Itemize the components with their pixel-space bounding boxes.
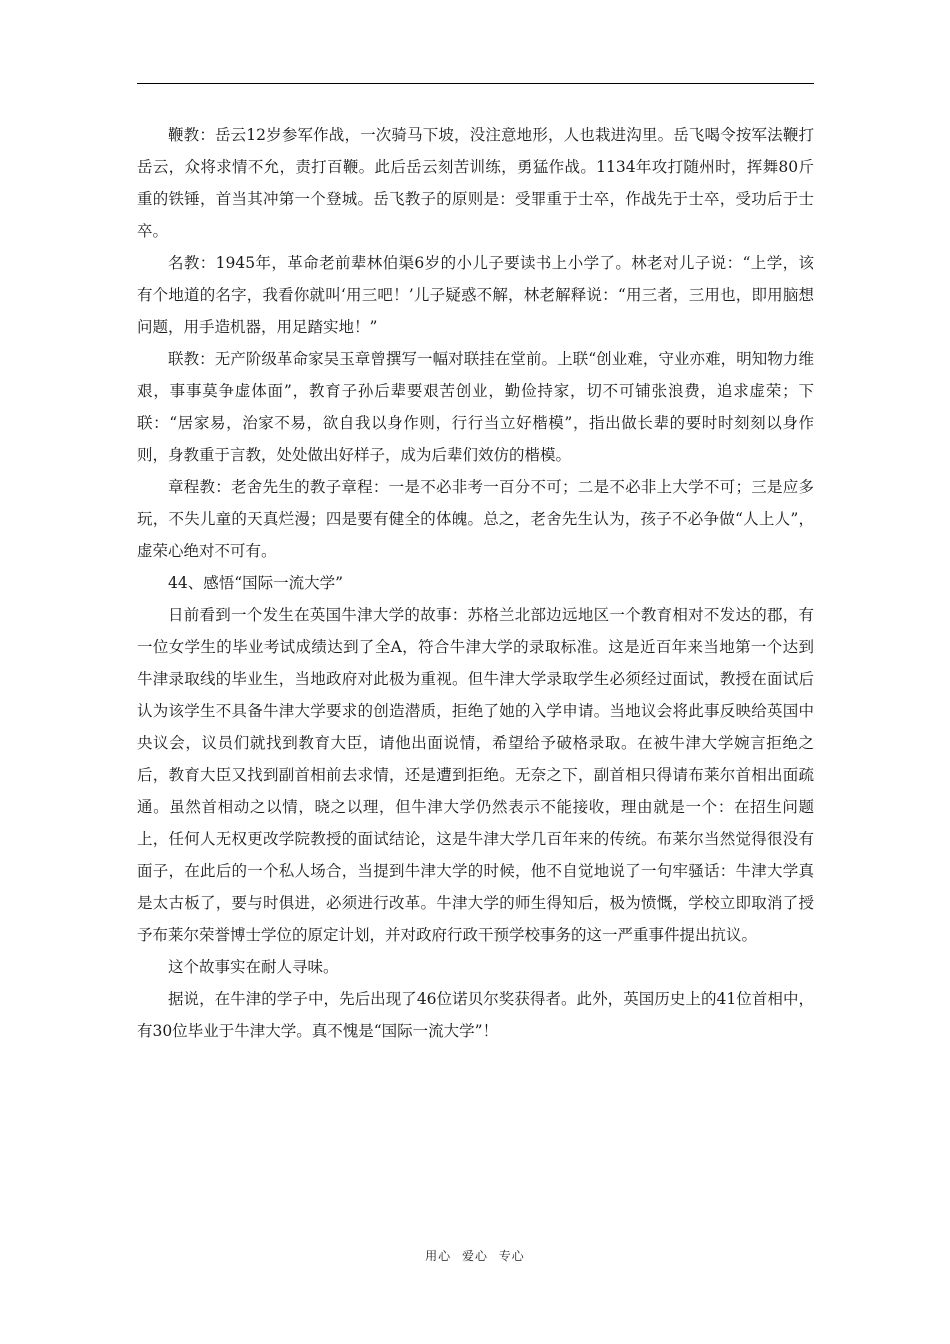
paragraph-oxford-story: 日前看到一个发生在英国牛津大学的故事：苏格兰北部边远地区一个教育相对不发达的郡，有一位女学生的毕业考试成绩达到了全A，符合牛津大学的录取标准。这是近百年来当地第一个达到牛津录取线的毕业生，当地政府对此极为重视。但牛津大学录取学生必须经过面试，教授在面试后认为该学生不具备牛津大学要求的创造潜质，拒绝了她的入学申请。当地议会将此事反映给英国中央议会，议员们就找到教育大臣，请他出面说情，希望给予破格录取。在被牛津大学婉言拒绝之后，教育大臣又找到副首相前去求情，还是遭到拒绝。无奈之下，副首相只得请布莱尔首相出面疏通。虽然首相动之以情，晓之以理，但牛津大学仍然表示不能接收，理由就是一个：在招生问题上，任何人无权更改学院教授的面试结论，这是牛津大学几百年来的传统。布莱尔当然觉得很没有面子，在此后的一个私人场合，当提到牛津大学的时候，他不自觉地说了一句牢骚话：牛津大学真是太古板了，要与时俱进，必须进行改革。牛津大学的师生得知后，极为愤慨，学校立即取消了授予布莱尔荣誉博士学位的原定计划，并对政府行政干预学校事务的这一严重事件提出抗议。 xyxy=(137,606,814,944)
header-rule xyxy=(137,83,814,84)
paragraph-charter-teaching: 章程教：老舍先生的教子章程：一是不必非考一百分不可；二是不必非上大学不可；三是应多玩，不失儿童的天真烂漫；四是要有健全的体魄。总之，老舍先生认为，孩子不必争做“人上人”，虚荣心绝对不可有。 xyxy=(137,478,814,560)
paragraph-oxford-facts: 据说，在牛津的学子中，先后出现了46位诺贝尔奖获得者。此外，英国历史上的41位首相中，有30位毕业于牛津大学。真不愧是“国际一流大学”！ xyxy=(137,990,814,1040)
page-footer: 用心 爱心 专心 xyxy=(425,1249,525,1263)
paragraph-couplet-teaching: 联教：无产阶级革命家吴玉章曾撰写一幅对联挂在堂前。上联“创业难，守业亦难，明知物力维艰，事事莫争虚体面”，教育子孙后辈要艰苦创业，勤俭持家，切不可铺张浪费，追求虚荣；下联：“居家易，治家不易，欲自我以身作则，行行当立好楷模”，指出做长辈的要时时刻刻以身作则，身教重于言教，处处做出好样子，成为后辈们效仿的楷模。 xyxy=(137,350,814,464)
document-body xyxy=(137,119,814,1047)
paragraph-reflection: 这个故事实在耐人寻味。 xyxy=(168,958,339,976)
paragraph-whip-teaching: 鞭教：岳云12岁参军作战，一次骑马下坡，没注意地形，人也栽进沟里。岳飞喝令按军法鞭打岳云，众将求情不允，责打百鞭。此后岳云刻苦训练，勇猛作战。1134年攻打随州时，挥舞80斤重的铁锤，首当其冲第一个登城。岳飞教子的原则是：受罪重于士卒，作战先于士卒，受功后于士卒。 xyxy=(137,126,814,240)
paragraph-name-teaching: 名教：1945年，革命老前辈林伯渠6岁的小儿子要读书上小学了。林老对儿子说：“上学，该有个地道的名字，我看你就叫‘用三吧！’儿子疑惑不解，林老解释说：“用三者，三用也，即用脑想问题，用手造机器，用足踏实地！” xyxy=(137,254,815,336)
section-heading-44: 44、感悟“国际一流大学” xyxy=(168,574,344,592)
